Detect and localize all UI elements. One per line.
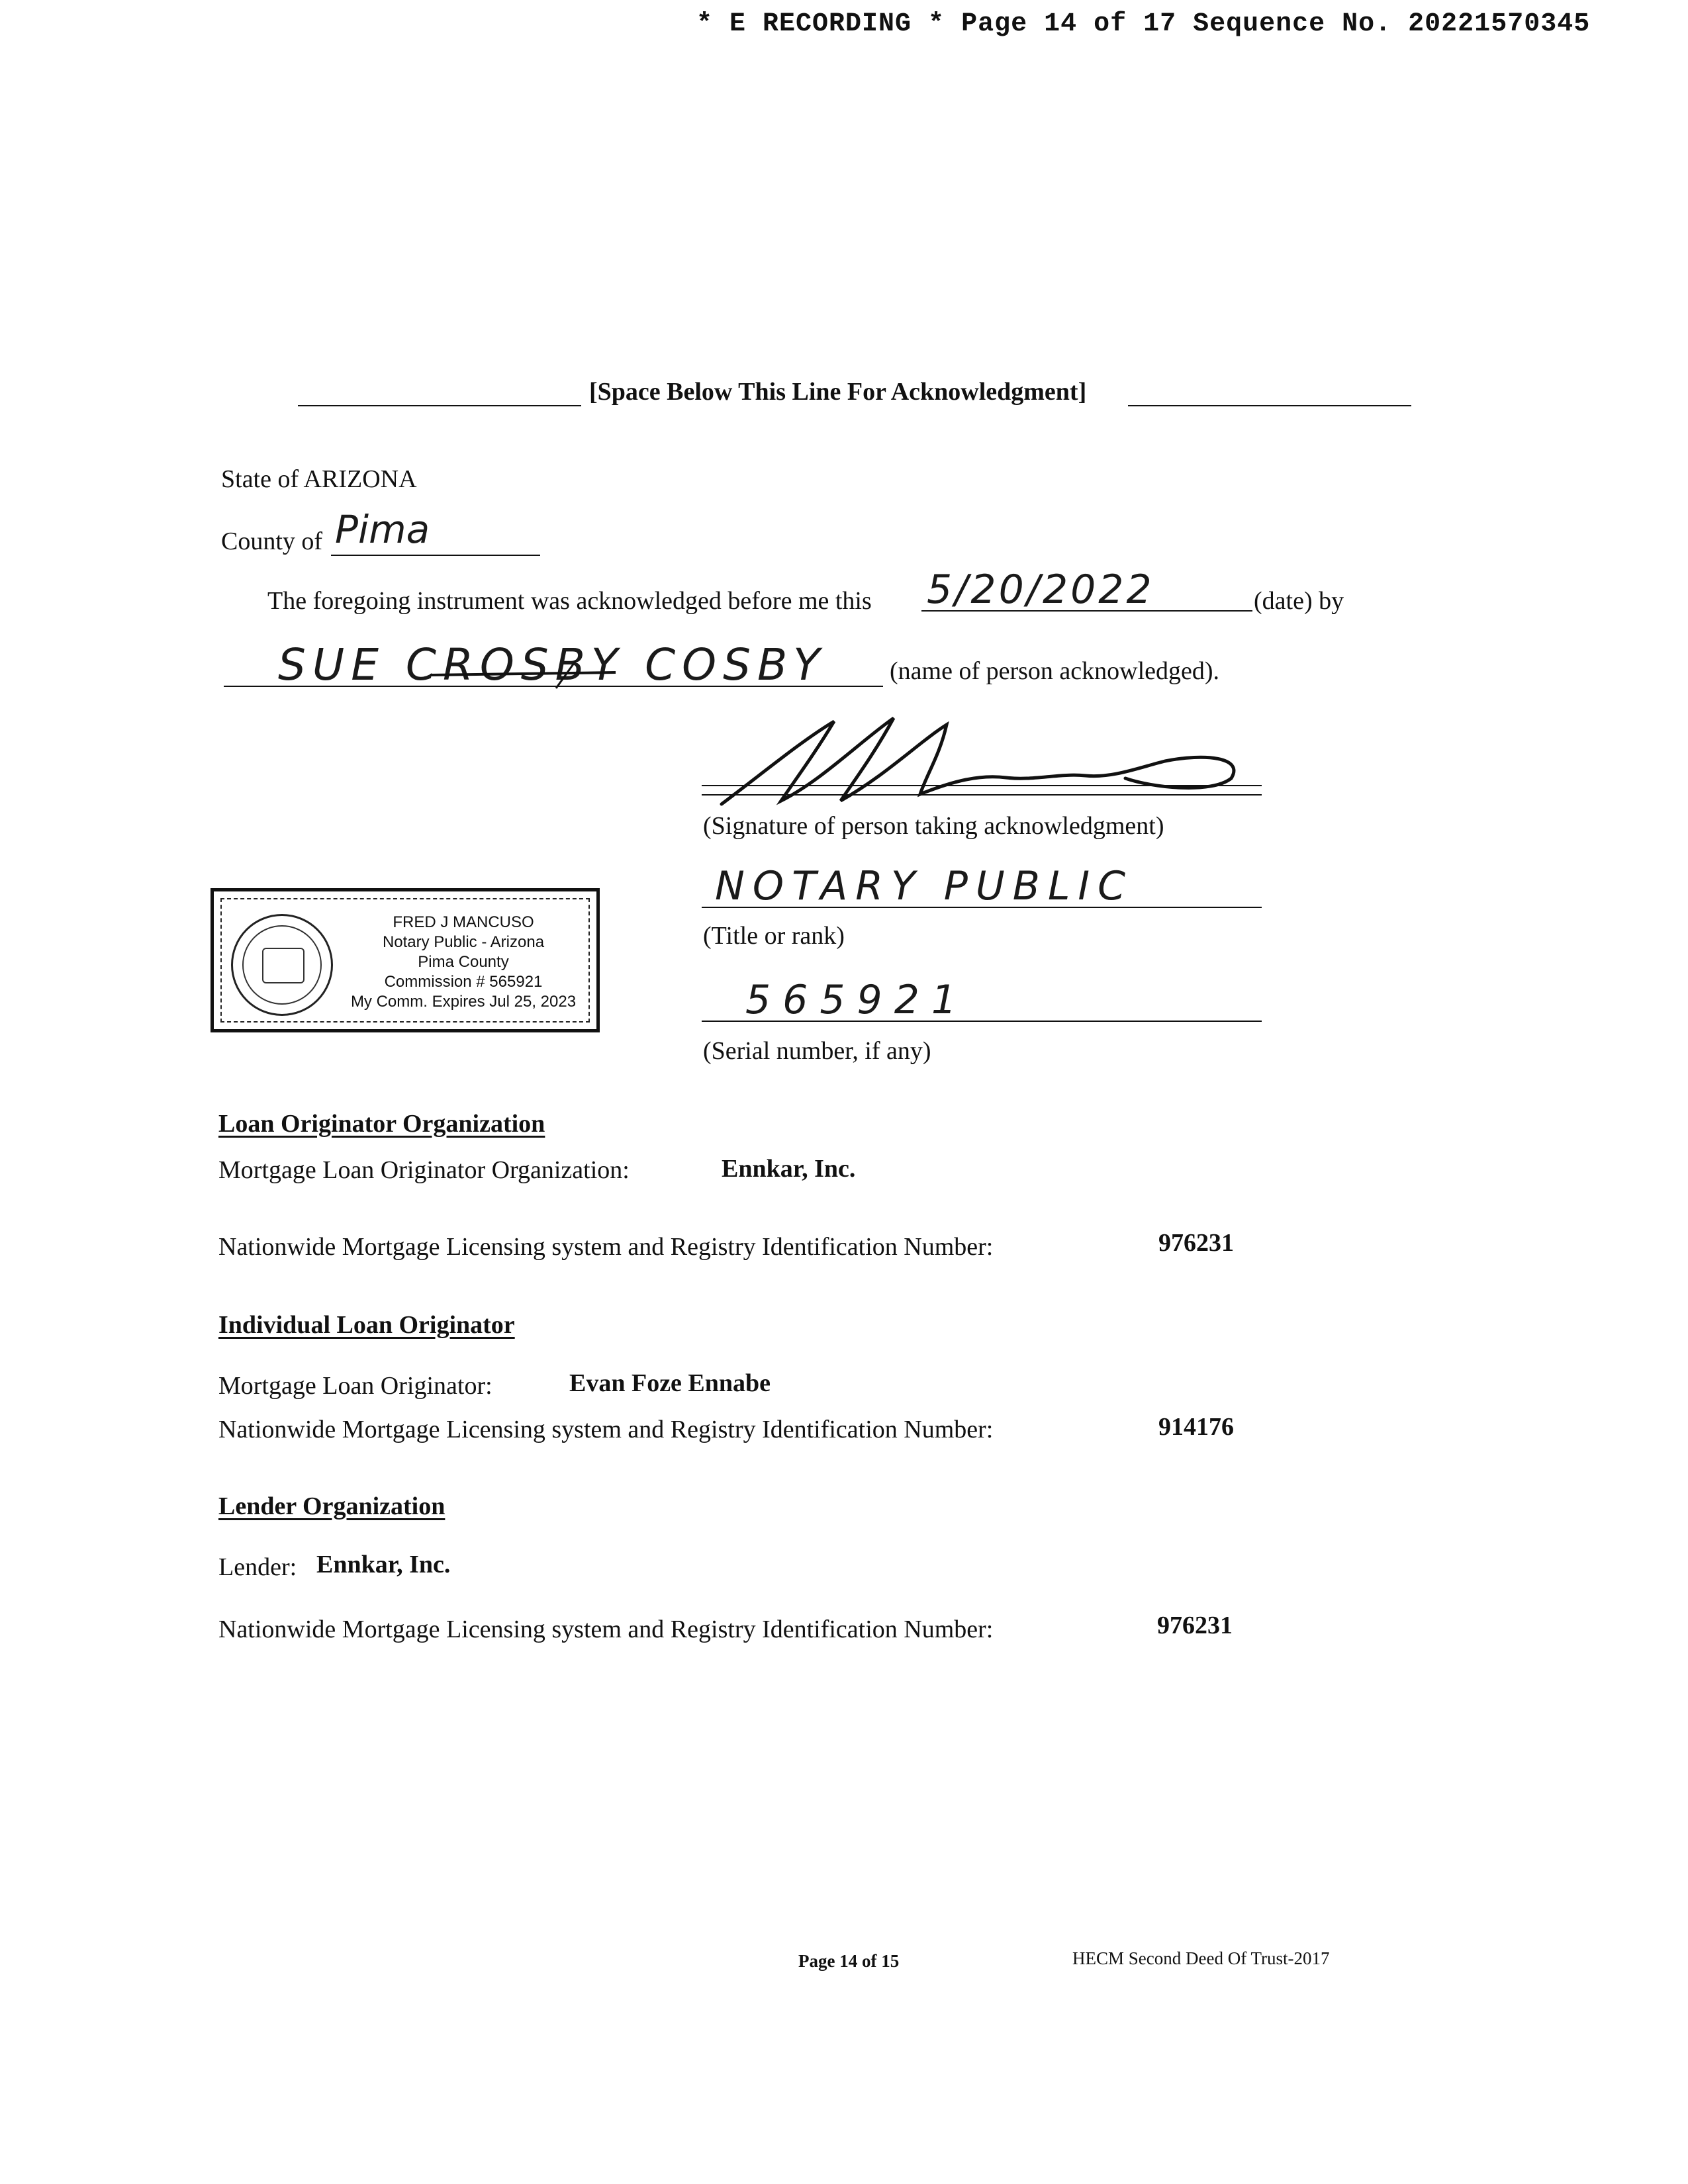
divider-left-rule — [298, 405, 581, 406]
title-handwritten: NOTARY PUBLIC — [715, 863, 1133, 909]
notary-stamp — [211, 888, 600, 1032]
arizona-seal-icon — [231, 914, 333, 1016]
lender-nmls-label: Nationwide Mortgage Licensing system and Registry Identification Number: — [218, 1615, 994, 1643]
date-handwritten: 5/20/2022 — [927, 567, 1154, 613]
serial-caption: (Serial number, if any) — [703, 1037, 931, 1065]
signature-caption: (Signature of person taking acknowledgment) — [703, 812, 1164, 840]
acknowledgment-divider-caption: [Space Below This Line For Acknowledgment] — [589, 378, 1087, 406]
footer-page-number: Page 14 of 15 — [798, 1951, 900, 1971]
lender-value: Ennkar, Inc. — [316, 1551, 451, 1578]
serial-blank-line — [702, 1021, 1262, 1022]
title-blank-line — [702, 907, 1262, 908]
loan-originator-org-nmls-value: 976231 — [1158, 1229, 1234, 1257]
date-suffix: (date) by — [1254, 587, 1344, 615]
county-handwritten: Pima — [335, 507, 430, 552]
lender-label: Lender: — [218, 1553, 297, 1581]
loan-originator-org-nmls-label: Nationwide Mortgage Licensing system and Registry Identification Number: — [218, 1233, 994, 1261]
recording-banner: * E RECORDING * Page 14 of 17 Sequence No. 20221570345 — [696, 9, 1591, 39]
county-label: County of — [221, 527, 323, 555]
individual-originator-nmls-label: Nationwide Mortgage Licensing system and Registry Identification Number: — [218, 1416, 994, 1443]
person-handwritten: SUE CROSBY COSBY — [278, 639, 827, 690]
seal-emblem — [262, 948, 305, 983]
individual-originator-value: Evan Foze Ennabe — [569, 1369, 771, 1397]
lender-org-heading: Lender Organization — [218, 1492, 445, 1520]
stamp-notary-title: Notary Public - Arizona — [382, 933, 545, 951]
individual-originator-heading: Individual Loan Originator — [218, 1311, 515, 1339]
county-blank-line — [331, 555, 540, 556]
stamp-notary-name: FRED J MANCUSO — [393, 913, 534, 931]
person-blank-line — [224, 686, 883, 687]
state-line: State of ARIZONA — [221, 465, 417, 493]
footer-form-name: HECM Second Deed Of Trust-2017 — [1072, 1948, 1330, 1968]
serial-handwritten: 565921 — [745, 977, 969, 1023]
stamp-expiration: My Comm. Expires Jul 25, 2023 — [350, 993, 577, 1011]
strike-through-mark — [424, 655, 622, 695]
notary-signature — [702, 715, 1271, 814]
individual-originator-label: Mortgage Loan Originator: — [218, 1372, 492, 1400]
loan-originator-org-value: Ennkar, Inc. — [722, 1155, 856, 1183]
instrument-text: The foregoing instrument was acknowledged before me this — [267, 587, 872, 615]
stamp-commission: Commission # 565921 — [384, 973, 543, 991]
individual-originator-nmls-value: 914176 — [1158, 1413, 1234, 1441]
stamp-county: Pima County — [418, 953, 509, 971]
signature-line-1 — [702, 785, 1262, 786]
loan-originator-org-label: Mortgage Loan Originator Organization: — [218, 1156, 630, 1184]
date-blank-line — [921, 610, 1252, 612]
loan-originator-org-heading: Loan Originator Organization — [218, 1110, 545, 1138]
stamp-text-block — [334, 913, 592, 1012]
signature-line-2 — [702, 794, 1262, 796]
title-caption: (Title or rank) — [703, 922, 845, 950]
person-caption: (name of person acknowledged). — [890, 657, 1220, 685]
stamp-inner-border — [220, 898, 590, 1023]
divider-right-rule — [1128, 405, 1411, 406]
lender-nmls-value: 976231 — [1157, 1612, 1233, 1639]
